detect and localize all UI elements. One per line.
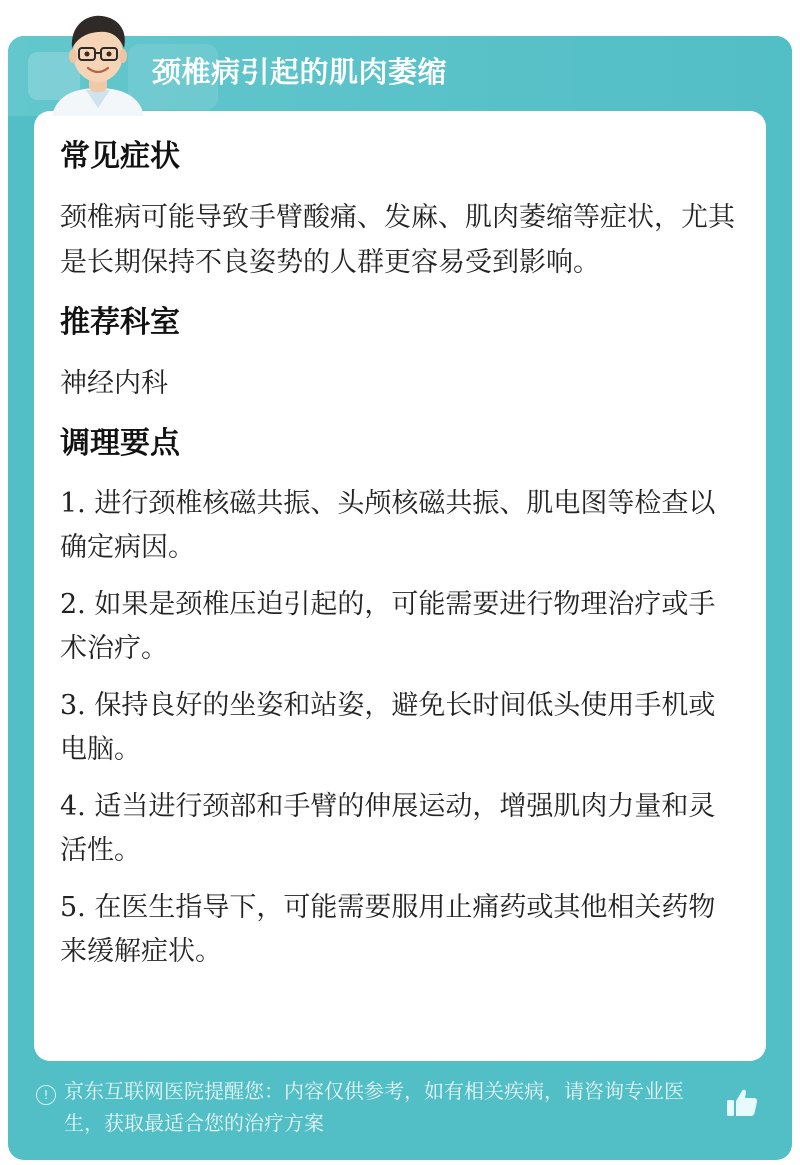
page-title: 颈椎病引起的肌肉萎缩 [152,55,448,89]
content-panel [34,111,766,1061]
list-item-text: 保持良好的坐姿和站姿，避免长时间低头使用手机或电脑。 [60,690,716,765]
disclaimer-text: 京东互联网医院提醒您：内容仅供参考，如有相关疾病，请咨询专业医生，获取最适合您的治疗方案 [64,1079,684,1135]
list-item-text: 在医生指导下，可能需要服用止痛药或其他相关药物来缓解症状。 [60,892,716,967]
list-item [60,785,740,873]
department-text: 神经内科 [60,368,168,399]
list-item-number: 1. [60,488,86,519]
list-item-number: 5. [60,892,86,923]
list-item-text: 适当进行颈部和手臂的伸展运动，增强肌肉力量和灵活性。 [60,791,716,866]
thumbs-up-icon[interactable] [724,1084,760,1120]
list-item-number: 3. [60,690,86,721]
section-title-symptoms: 常见症状 [60,139,180,174]
doctor-avatar [48,8,148,116]
info-circle-icon: ! [36,1085,56,1105]
list-item-number: 4. [60,791,86,822]
disclaimer-footer [36,1075,716,1139]
list-item-number: 2. [60,589,86,620]
section-title-department: 推荐科室 [60,305,180,340]
list-item [60,482,740,570]
section-title-care: 调理要点 [60,426,180,461]
list-item [60,583,740,671]
symptoms-text: 颈椎病可能导致手臂酸痛、发麻、肌肉萎缩等症状，尤其是长期保持不良姿势的人群更容易受到影响。 [60,202,735,278]
list-item [60,886,740,974]
list-item [60,684,740,772]
list-item-text: 如果是颈椎压迫引起的，可能需要进行物理治疗或手术治疗。 [60,589,716,664]
list-item-text: 进行颈椎核磁共振、头颅核磁共振、肌电图等检查以确定病因。 [60,488,716,563]
